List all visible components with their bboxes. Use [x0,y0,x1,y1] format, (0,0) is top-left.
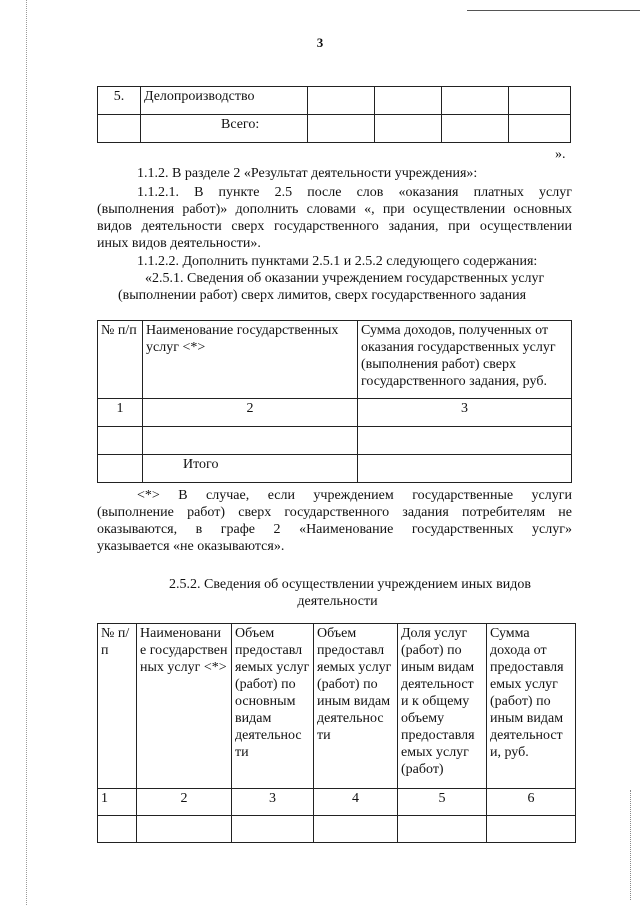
section-heading-line: 2.5.2. Сведения об осуществлении учреждением иных видов [169,577,531,592]
paragraph-1-1-2-2: 1.1.2.2. Дополнить пунктами 2.5.1 и 2.5.2 следующего содержания: [137,254,538,269]
col-header-service-name: Наименование государственных услуг <*> [143,321,358,399]
services-income-table [97,320,572,483]
col-number: 2 [137,789,232,816]
col-number: 4 [314,789,398,816]
empty-cell [509,115,571,143]
footnote-line: оказываются, в графе 2 «Наименование государственных услуг» [97,522,572,537]
left-edge-line [26,0,27,905]
empty-cell [358,427,572,455]
right-edge-mark [630,790,631,900]
col-header-service-name: Наименовани е государствен ных услуг <*> [137,624,232,789]
col-header-number: № п/п [98,321,143,399]
col-header-main-volume: Объем предоставл яемых услуг (работ) по основным видам деятельнос ти [232,624,314,789]
empty-cell [137,816,232,843]
paragraph-line: видов деятельности сверх государственного задания, при осуществлении [97,219,572,234]
empty-cell [375,87,442,115]
empty-cell [358,455,572,483]
empty-cell [442,87,509,115]
table-row-name: Всего: [141,115,308,143]
col-number: 1 [98,399,143,427]
footnote-line: <*> В случае, если учреждением государственные услуги [137,488,572,503]
empty-cell [308,115,375,143]
paragraph-1-1-2: 1.1.2. В разделе 2 «Результат деятельности учреждения»: [137,166,478,181]
empty-cell [98,427,143,455]
empty-cell [98,816,137,843]
col-number: 3 [232,789,314,816]
expenses-table-fragment [97,86,571,143]
table-row-num [98,115,141,143]
page-number: 3 [316,35,324,50]
empty-cell [98,455,143,483]
table-row-name: Делопроизводство [141,87,308,115]
empty-cell [487,816,576,843]
empty-cell [308,87,375,115]
paragraph-line: иных видов деятельности». [97,236,261,251]
empty-cell [232,816,314,843]
other-activities-table [97,623,576,843]
empty-cell [143,427,358,455]
empty-cell [509,87,571,115]
col-header-income: Сумма дохода от предоставля емых услуг (работ) по иным видам деятельност и, руб. [487,624,576,789]
footnote-line: указывается «не оказываются». [97,539,285,554]
empty-cell [375,115,442,143]
col-number: 5 [398,789,487,816]
section-heading-line: (выполнении работ) сверх лимитов, сверх государственного задания [118,288,527,303]
paragraph-line: (выполнения работ)» дополнить словами «, при осуществлении основных [97,202,572,217]
col-number: 2 [143,399,358,427]
col-number: 3 [358,399,572,427]
empty-cell [442,115,509,143]
col-number: 6 [487,789,576,816]
col-header-share: Доля услуг (работ) по иным видам деятельност и к общему объему предоставля емых услуг (работ) [398,624,487,789]
section-heading-line: «2.5.1. Сведения об оказании учреждением государственных услуг [145,271,545,286]
paragraph-line: 1.1.2.1. В пункте 2.5 после слов «оказания платных услуг [137,185,572,200]
col-header-other-volume: Объем предоставл яемых услуг (работ) по иным видам деятельнос ти [314,624,398,789]
empty-cell [314,816,398,843]
table-row-num: 5. [98,87,141,115]
section-heading-line: деятельности [297,594,378,609]
empty-cell [398,816,487,843]
top-edge-line [467,10,640,11]
col-number: 1 [98,789,137,816]
footnote-line: (выполнение работ) сверх государственного задания потребителям не [97,505,572,520]
col-header-number: № п/п [98,624,137,789]
total-label: Итого [143,455,358,483]
col-header-income: Сумма доходов, полученных от оказания государственных услуг (выполнения работ) сверх государственного задания, руб. [358,321,572,399]
closing-quote: ». [555,147,566,162]
